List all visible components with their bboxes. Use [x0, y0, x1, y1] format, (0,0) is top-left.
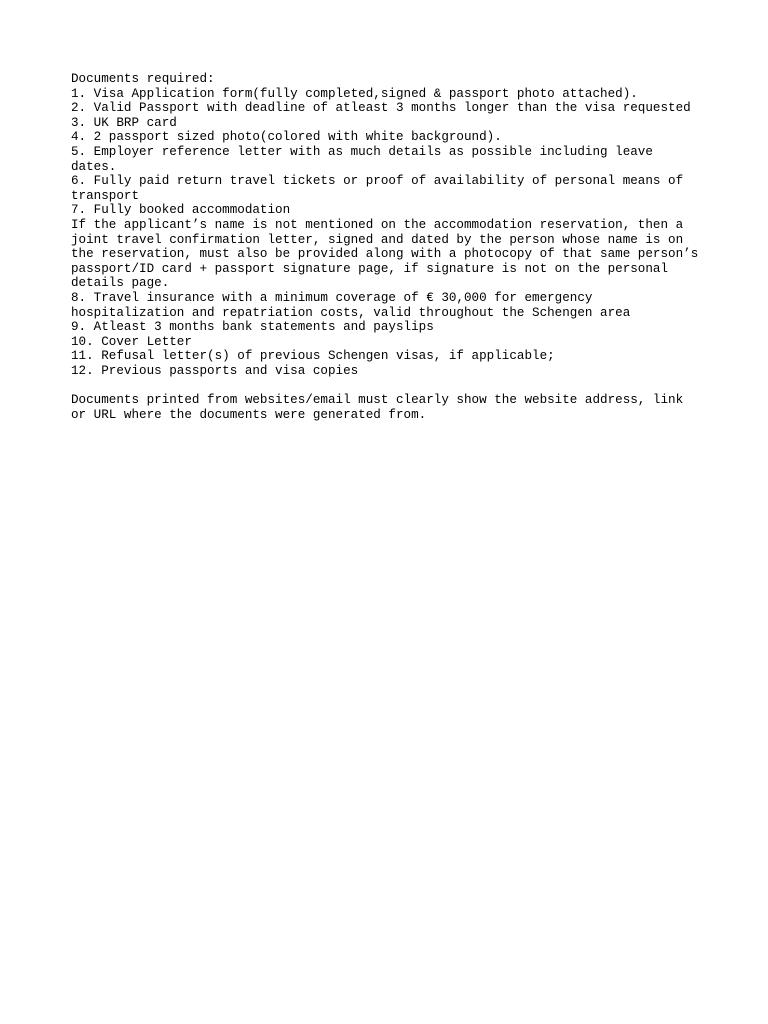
paragraph-spacer	[71, 378, 711, 393]
document-line-12: the reservation, must also be provided along with a photocopy of that same person’s	[71, 247, 699, 262]
footer-line-2: or URL where the documents were generated from.	[71, 407, 427, 422]
document-line-4: 4. 2 passport sized photo(colored with white background).	[71, 130, 502, 145]
document-line-7: 6. Fully paid return travel tickets or proof of availability of personal means of	[71, 174, 684, 189]
document-body	[71, 72, 711, 422]
document-line-9: 7. Fully booked accommodation	[71, 203, 291, 218]
document-line-13: passport/ID card + passport signature page, if signature is not on the personal	[71, 261, 669, 276]
document-line-19: 11. Refusal letter(s) of previous Schengen visas, if applicable;	[71, 349, 555, 364]
document-line-1: 1. Visa Application form(fully completed,signed & passport photo attached).	[71, 86, 638, 101]
footer-line-1: Documents printed from websites/email must clearly show the website address, link	[71, 393, 684, 408]
document-line-15: 8. Travel insurance with a minimum coverage of € 30,000 for emergency	[71, 290, 593, 305]
document-line-18: 10. Cover Letter	[71, 334, 192, 349]
document-line-6: dates.	[71, 159, 117, 174]
document-line-16: hospitalization and repatriation costs, valid throughout the Schengen area	[71, 305, 631, 320]
document-line-5: 5. Employer reference letter with as much details as possible including leave	[71, 144, 653, 159]
document-heading: Documents required:	[71, 72, 215, 86]
document-line-20: 12. Previous passports and visa copies	[71, 363, 359, 378]
document-line-8: transport	[71, 188, 140, 203]
document-line-17: 9. Atleast 3 months bank statements and payslips	[71, 320, 434, 335]
document-line-10: If the applicant’s name is not mentioned on the accommodation reservation, then a	[71, 217, 684, 232]
document-line-14: details page.	[71, 276, 170, 291]
document-line-2: 2. Valid Passport with deadline of atleast 3 months longer than the visa requested	[71, 101, 691, 116]
document-line-3: 3. UK BRP card	[71, 115, 177, 130]
document-line-11: joint travel confirmation letter, signed and dated by the person whose name is on	[71, 232, 684, 247]
